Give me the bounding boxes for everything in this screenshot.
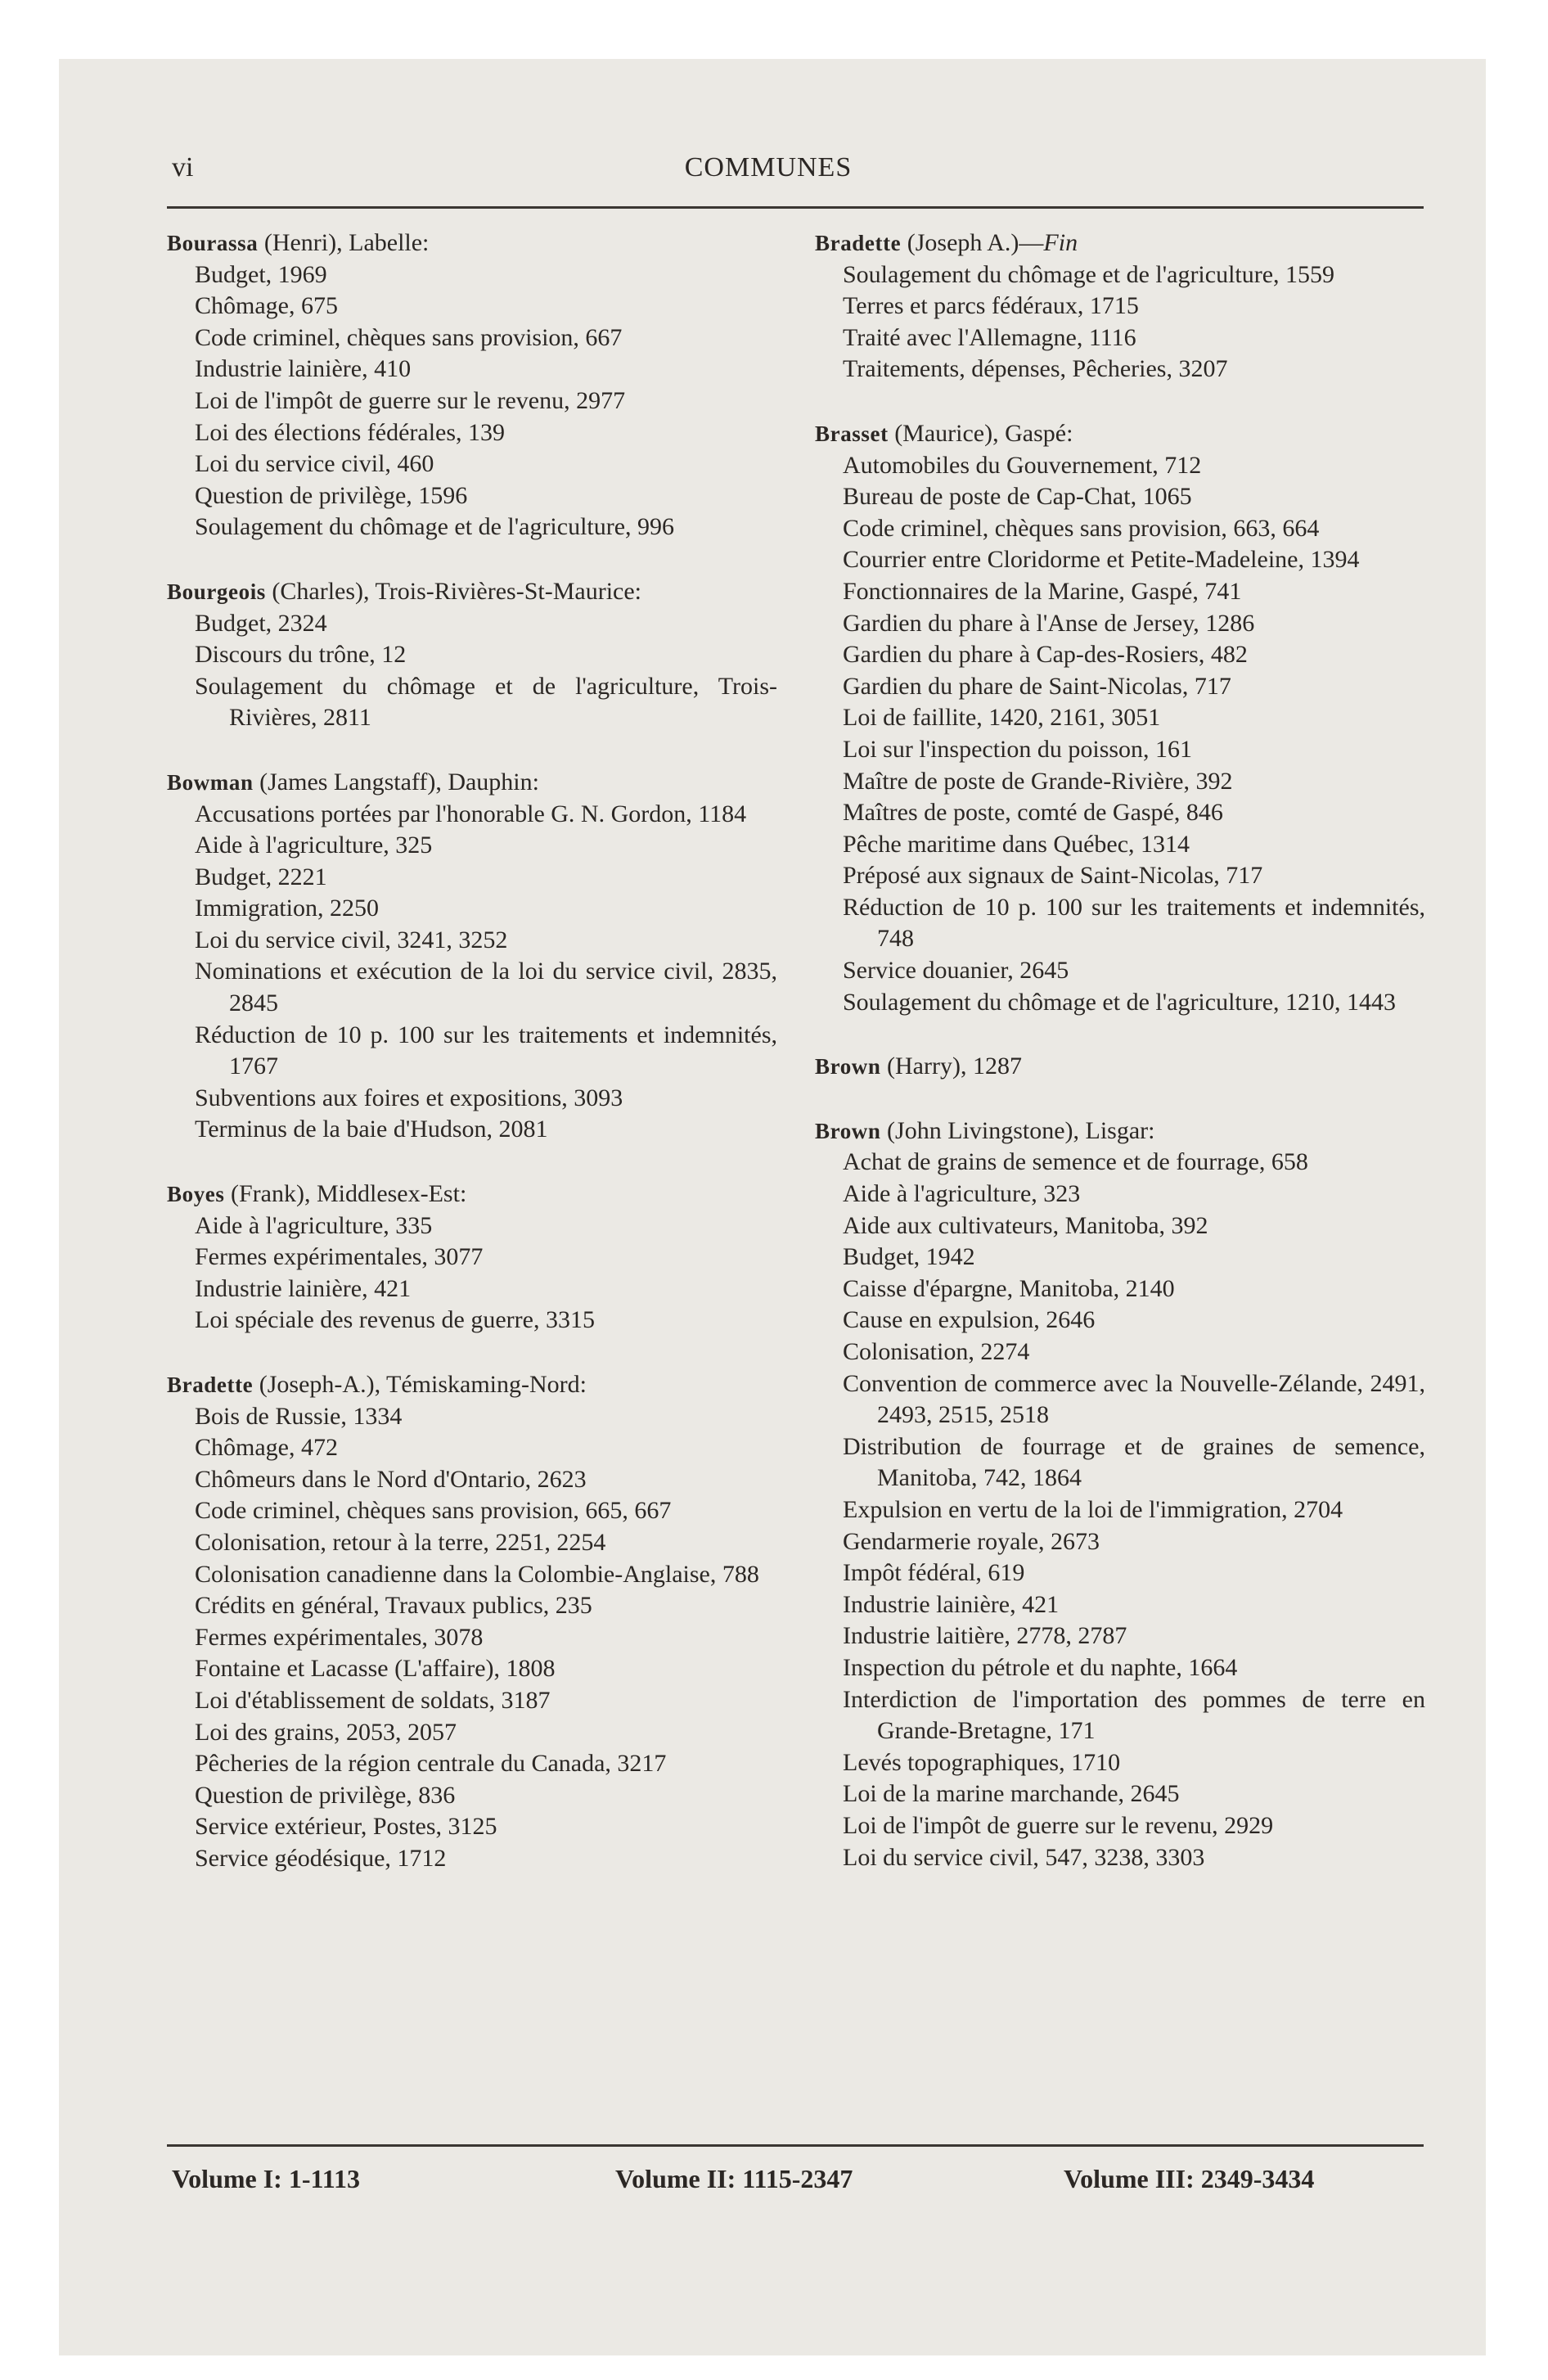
subject-item: Chômage, 675 (195, 292, 338, 320)
subject-item: Fermes expérimentales, 3078 (195, 1623, 484, 1651)
member-name: Brasset (815, 421, 889, 446)
volume-footer (167, 2164, 1424, 2205)
entry-heading (815, 228, 1425, 259)
volume-i-range (172, 2164, 360, 2194)
right-column (815, 228, 1425, 1906)
subject-list (167, 1210, 777, 1336)
subject-item: Aide à l'agriculture, 335 (195, 1211, 433, 1239)
subject-item: Inspection du pétrole et du naphte, 1664 (843, 1653, 1238, 1681)
subject-item: Réduction de 10 p. 100 sur les traitements et indemnités, 748 (843, 893, 1425, 953)
member-name: Bourassa (167, 231, 259, 255)
member-riding: (Harry), 1287 (880, 1053, 1022, 1080)
member-riding: (Charles), Trois-Rivières-St-Maurice: (265, 577, 642, 605)
subject-item: Aide à l'agriculture, 323 (843, 1180, 1081, 1208)
volume-iii-range (1064, 2164, 1314, 2194)
entry-heading (815, 1116, 1425, 1147)
subject-item: Accusations portées par l'honorable G. N. Gordon, 1184 (195, 800, 747, 827)
subject-item: Loi du service civil, 460 (195, 450, 434, 478)
subject-item: Pêche maritime dans Québec, 1314 (843, 830, 1190, 858)
subject-item: Code criminel, chèques sans provision, 663, 664 (843, 514, 1320, 542)
subject-item: Fonctionnaires de la Marine, Gaspé, 741 (843, 577, 1242, 605)
subject-item: Impôt fédéral, 619 (843, 1559, 1025, 1587)
subject-item: Courrier entre Cloridorme et Petite-Madeleine, 1394 (843, 546, 1360, 574)
subject-item: Loi de faillite, 1420, 2161, 3051 (843, 704, 1161, 732)
member-name: Boyes (167, 1182, 225, 1207)
member-riding: (James Langstaff), Dauphin: (253, 768, 539, 796)
subject-item: Distribution de fourrage et de graines de semence, Manitoba, 742, 1864 (843, 1432, 1425, 1492)
index-entry (815, 418, 1425, 1018)
subject-list (815, 1147, 1425, 1873)
subject-item: Colonisation canadienne dans la Colombie-Anglaise, 788 (195, 1560, 759, 1588)
subject-item: Loi de l'impôt de guerre sur le revenu, 2977 (195, 386, 626, 414)
index-entry (167, 576, 777, 734)
index-entry (815, 1051, 1425, 1083)
member-name: Bradette (815, 231, 902, 255)
subject-item: Chômeurs dans le Nord d'Ontario, 2623 (195, 1465, 587, 1493)
subject-item: Gendarmerie royale, 2673 (843, 1527, 1100, 1555)
subject-item: Service géodésique, 1712 (195, 1844, 447, 1872)
subject-item: Interdiction de l'importation des pommes de terre en Grande-Bretagne, 171 (843, 1685, 1425, 1745)
subject-item: Gardien du phare à Cap-des-Rosiers, 482 (843, 641, 1248, 669)
index-entry (815, 228, 1425, 385)
member-name: Brown (815, 1054, 881, 1080)
subject-item: Loi du service civil, 547, 3238, 3303 (843, 1843, 1205, 1871)
entry-heading (815, 418, 1425, 450)
subject-item: Loi spéciale des revenus de guerre, 3315 (195, 1306, 595, 1334)
member-riding: (Joseph A.)— (901, 229, 1044, 256)
subject-list (167, 1401, 777, 1875)
subject-item: Soulagement du chômage et de l'agriculture, 1210, 1443 (843, 988, 1397, 1016)
subject-item: Loi d'établissement de soldats, 3187 (195, 1686, 551, 1714)
subject-item: Budget, 1969 (195, 260, 327, 288)
entry-heading (167, 1369, 777, 1401)
subject-item: Industrie laitière, 2778, 2787 (843, 1622, 1127, 1650)
subject-list (167, 259, 777, 543)
entry-heading (167, 576, 777, 608)
subject-item: Loi des grains, 2053, 2057 (195, 1718, 457, 1746)
index-entry (815, 1116, 1425, 1873)
subject-item: Service extérieur, Postes, 3125 (195, 1813, 497, 1841)
volume-pages: 2349-3434 (1200, 2164, 1315, 2193)
subject-list (815, 259, 1425, 385)
subject-item: Achat de grains de semence et de fourrage, 658 (843, 1148, 1308, 1176)
subject-item: Loi de la marine marchande, 2645 (843, 1780, 1180, 1808)
subject-item: Fermes expérimentales, 3077 (195, 1243, 484, 1271)
subject-item: Industrie lainière, 421 (843, 1590, 1060, 1618)
left-column (167, 228, 777, 1908)
volume-label: Volume III: (1064, 2164, 1195, 2193)
subject-item: Convention de commerce avec la Nouvelle-Zélande, 2491, 2493, 2515, 2518 (843, 1369, 1425, 1429)
entry-heading (167, 1179, 777, 1210)
subject-item: Code criminel, chèques sans provision, 667 (195, 323, 623, 351)
subject-item: Immigration, 2250 (195, 895, 379, 922)
member-riding: (Maurice), Gaspé: (888, 419, 1073, 447)
subject-item: Levés topographiques, 1710 (843, 1748, 1121, 1776)
volume-ii-range (615, 2164, 853, 2194)
subject-item: Terminus de la baie d'Hudson, 2081 (195, 1116, 548, 1143)
subject-item: Aide aux cultivateurs, Manitoba, 392 (843, 1211, 1208, 1239)
header-rule (167, 206, 1424, 209)
subject-item: Budget, 1942 (843, 1243, 975, 1271)
member-riding: (Henri), Labelle: (258, 229, 430, 256)
subject-item: Budget, 2324 (195, 609, 327, 637)
member-riding: (John Livingstone), Lisgar: (880, 1116, 1155, 1144)
subject-item: Aide à l'agriculture, 325 (195, 832, 433, 859)
subject-item: Discours du trône, 12 (195, 641, 407, 669)
member-name: Bourgeois (167, 579, 266, 604)
subject-item: Traité avec l'Allemagne, 1116 (843, 323, 1136, 351)
volume-pages: 1115-2347 (742, 2164, 853, 2193)
subject-item: Loi du service civil, 3241, 3252 (195, 926, 508, 953)
index-entry (167, 1369, 777, 1875)
subject-item: Colonisation, retour à la terre, 2251, 2254 (195, 1528, 606, 1556)
subject-item: Soulagement du chômage et de l'agriculture, Trois-Rivières, 2811 (195, 672, 777, 732)
footer-rule (167, 2144, 1424, 2147)
subject-item: Nominations et exécution de la loi du service civil, 2835, 2845 (195, 958, 777, 1017)
subject-item: Fontaine et Lacasse (L'affaire), 1808 (195, 1655, 556, 1683)
subject-item: Traitements, dépenses, Pêcheries, 3207 (843, 355, 1228, 383)
volume-label: Volume I: (172, 2164, 282, 2193)
subject-item: Subventions aux foires et expositions, 3093 (195, 1084, 623, 1111)
volume-pages: 1-1113 (288, 2164, 360, 2193)
index-entry (167, 767, 777, 1146)
continued-marker: Fin (1043, 229, 1078, 256)
subject-item: Cause en expulsion, 2646 (843, 1306, 1096, 1334)
subject-item: Préposé aux signaux de Saint-Nicolas, 717 (843, 862, 1263, 890)
subject-item: Budget, 2221 (195, 863, 327, 890)
subject-item: Soulagement du chômage et de l'agriculture, 1559 (843, 260, 1335, 288)
subject-item: Chômage, 472 (195, 1434, 338, 1462)
subject-item: Code criminel, chèques sans provision, 665, 667 (195, 1497, 672, 1525)
subject-item: Industrie lainière, 410 (195, 355, 412, 383)
subject-item: Loi des élections fédérales, 139 (195, 418, 506, 446)
subject-item: Colonisation, 2274 (843, 1338, 1030, 1365)
entry-heading (167, 228, 777, 259)
page-header (106, 146, 1430, 195)
subject-list (167, 799, 777, 1147)
subject-item: Pêcheries de la région centrale du Canada, 3217 (195, 1750, 667, 1778)
member-riding: (Frank), Middlesex-Est: (224, 1180, 467, 1208)
subject-item: Loi de l'impôt de guerre sur le revenu, 2929 (843, 1811, 1274, 1839)
subject-item: Caisse d'épargne, Manitoba, 2140 (843, 1274, 1175, 1302)
member-name: Brown (815, 1118, 881, 1143)
subject-item: Loi sur l'inspection du poisson, 161 (843, 735, 1193, 763)
entry-heading (167, 767, 777, 799)
subject-item: Automobiles du Gouvernement, 712 (843, 451, 1202, 479)
subject-item: Réduction de 10 p. 100 sur les traitements et indemnités, 1767 (195, 1021, 777, 1080)
subject-item: Maître de poste de Grande-Rivière, 392 (843, 767, 1233, 795)
subject-list (815, 450, 1425, 1019)
subject-item: Crédits en général, Travaux publics, 235 (195, 1592, 592, 1620)
subject-item: Question de privilège, 836 (195, 1781, 456, 1809)
subject-item: Soulagement du chômage et de l'agriculture, 996 (195, 513, 675, 541)
subject-list (167, 608, 777, 734)
subject-item: Gardien du phare de Saint-Nicolas, 717 (843, 672, 1231, 700)
member-name: Bowman (167, 769, 254, 795)
subject-item: Maîtres de poste, comté de Gaspé, 846 (843, 799, 1223, 827)
index-entry (167, 228, 777, 543)
member-riding: (Joseph-A.), Témiskaming-Nord: (253, 1371, 587, 1398)
index-entry (167, 1179, 777, 1336)
member-name: Bradette (167, 1373, 254, 1397)
subject-item: Bois de Russie, 1334 (195, 1402, 403, 1430)
page-number: vi (172, 152, 194, 183)
subject-item: Service douanier, 2645 (843, 957, 1069, 985)
subject-item: Expulsion en vertu de la loi de l'immigration, 2704 (843, 1495, 1343, 1523)
entry-heading (815, 1051, 1425, 1083)
subject-item: Industrie lainière, 421 (195, 1274, 412, 1302)
subject-item: Question de privilège, 1596 (195, 481, 468, 509)
subject-item: Gardien du phare à l'Anse de Jersey, 1286 (843, 609, 1255, 637)
running-head: COMMUNES (684, 152, 853, 183)
subject-item: Terres et parcs fédéraux, 1715 (843, 292, 1139, 320)
subject-item: Bureau de poste de Cap-Chat, 1065 (843, 483, 1192, 511)
volume-label: Volume II: (615, 2164, 736, 2193)
